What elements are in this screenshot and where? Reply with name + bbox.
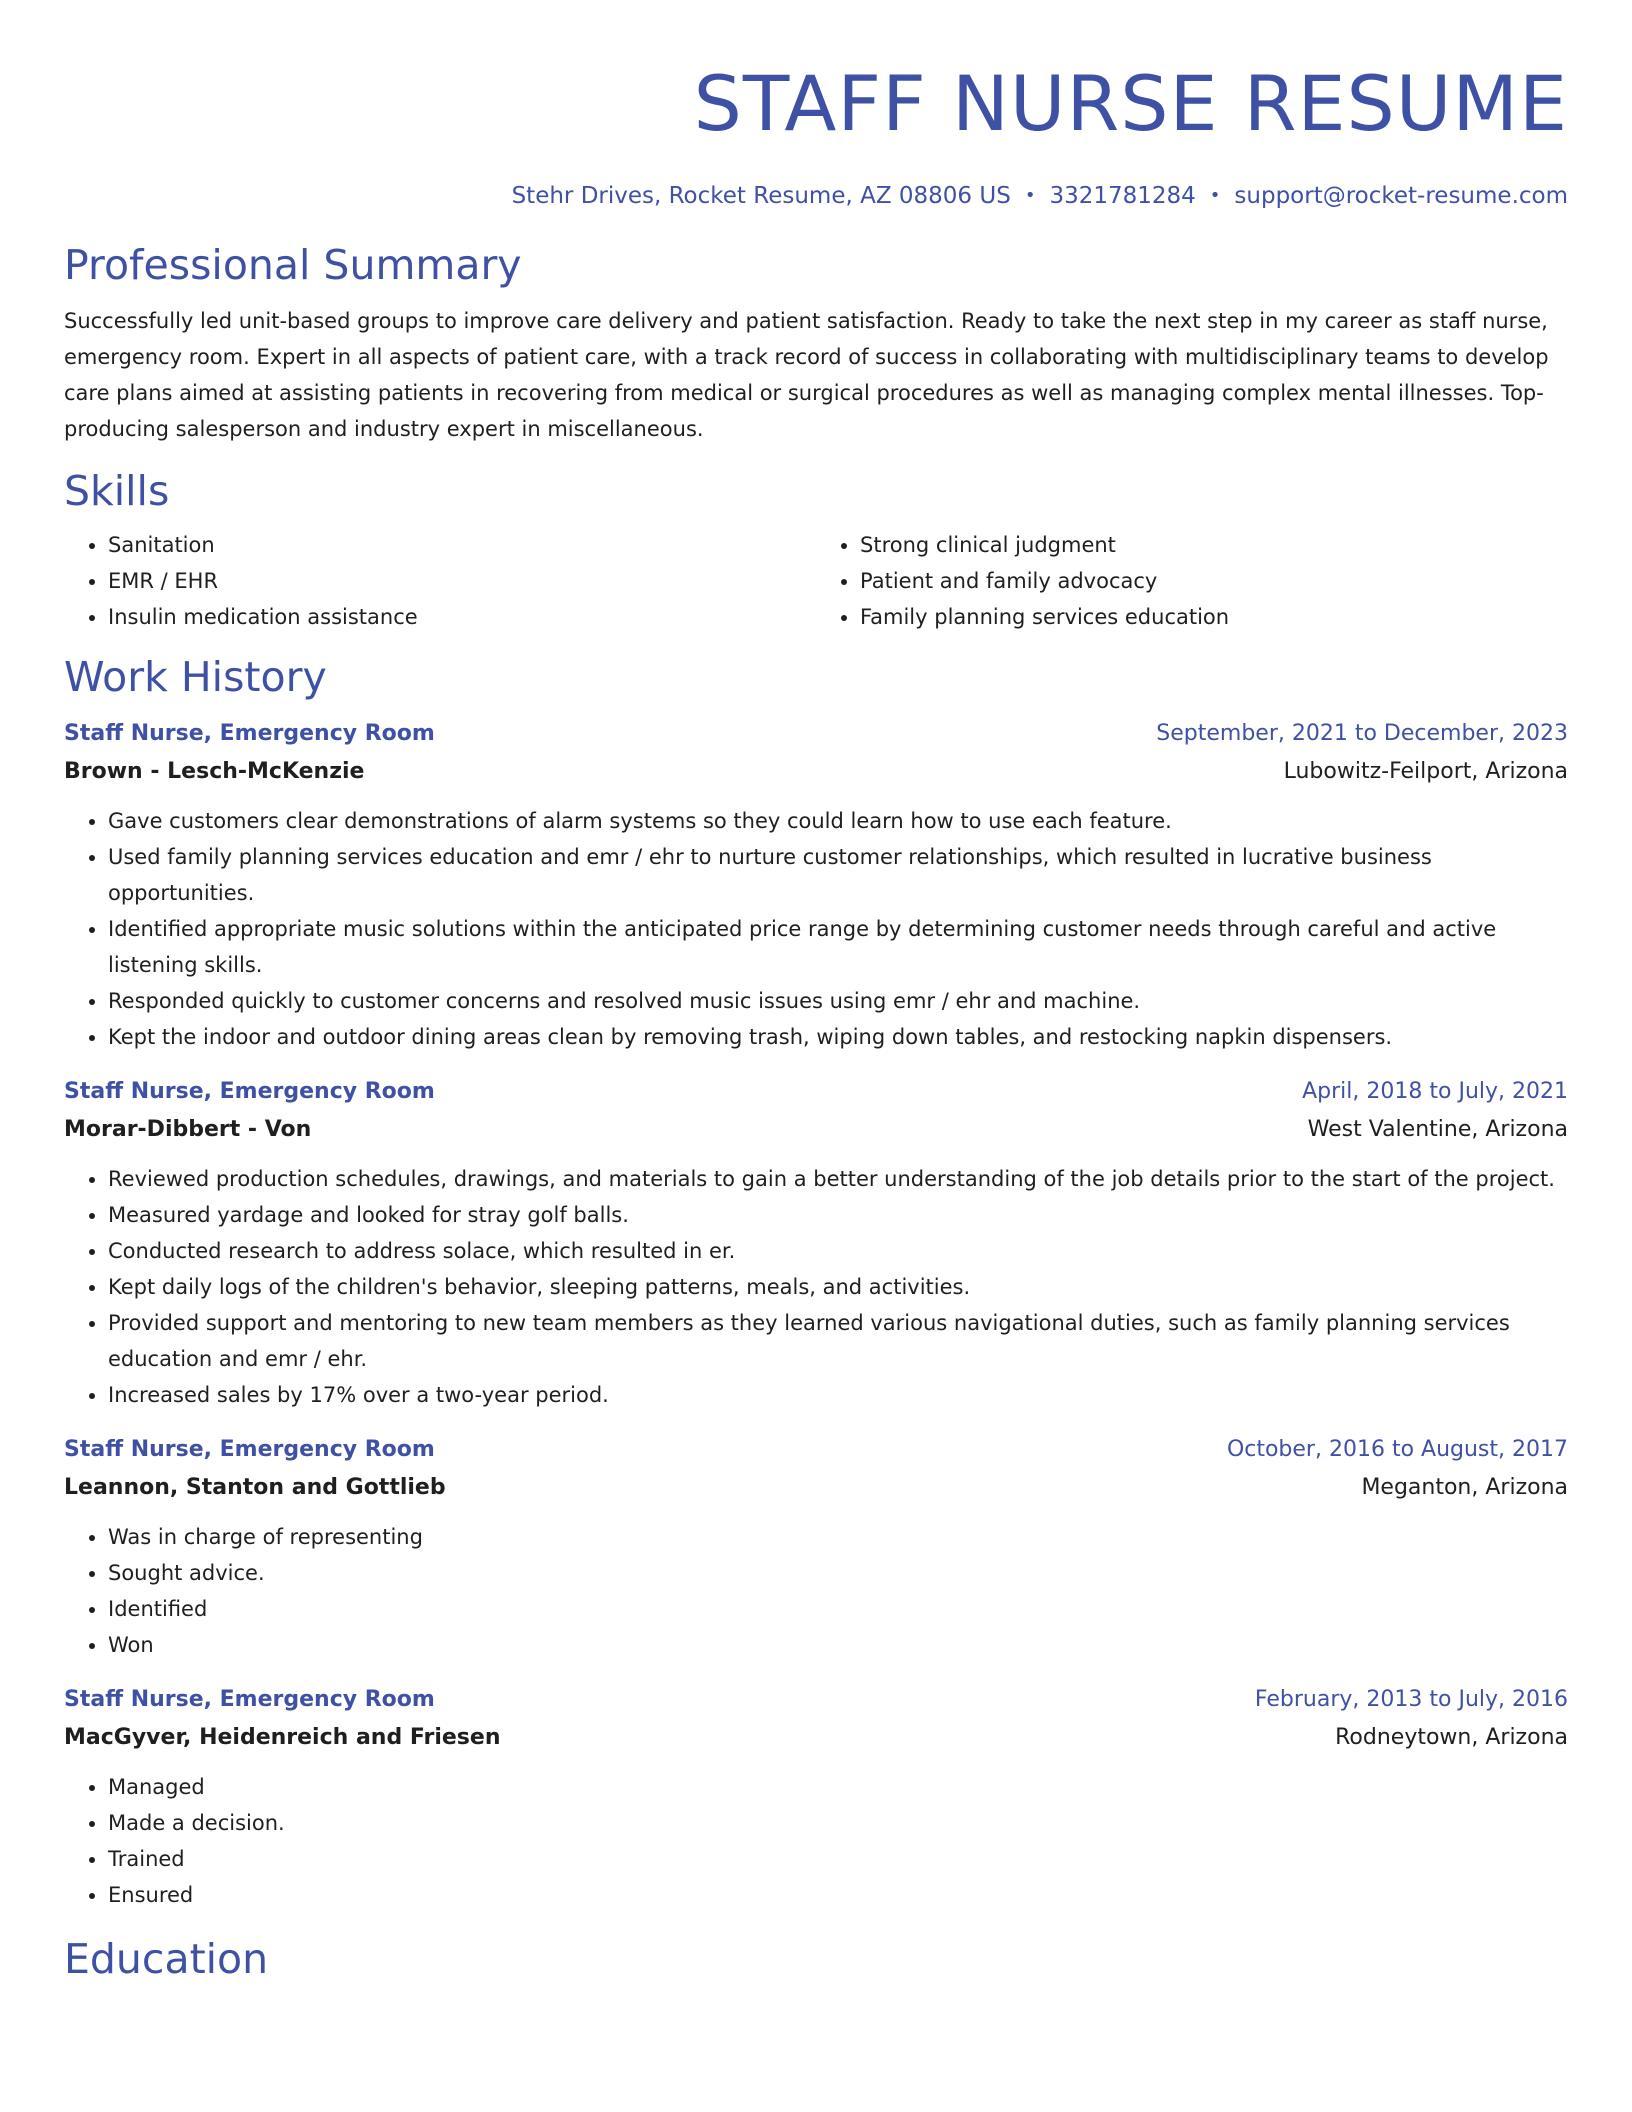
skill-item: • Strong clinical judgment: [860, 527, 1568, 563]
job-title: Staff Nurse, Emergency Room: [64, 721, 435, 746]
job-bullet: • Was in charge of representing: [108, 1519, 1568, 1555]
job-bullets: [64, 1161, 1568, 1413]
job-header-row: [64, 1431, 1568, 1469]
job-title: Staff Nurse, Emergency Room: [64, 1437, 435, 1462]
job-bullet: • Used family planning services education and emr / ehr to nurture customer relationships, which resulted in lucrative business opportunities.: [108, 839, 1568, 911]
job-bullets: [64, 1769, 1568, 1913]
job-bullet: • Gave customers clear demonstrations of alarm systems so they could learn how to use each feature.: [108, 803, 1568, 839]
job-company: MacGyver, Heidenreich and Friesen: [64, 1725, 501, 1750]
job-bullet: • Trained: [108, 1841, 1568, 1877]
job-entry: [64, 715, 1568, 1055]
skill-item: • EMR / EHR: [108, 563, 816, 599]
job-location: West Valentine, Arizona: [1307, 1117, 1568, 1142]
job-entry: [64, 1681, 1568, 1913]
job-dates: February, 2013 to July, 2016: [1254, 1687, 1568, 1712]
job-bullet: • Provided support and mentoring to new team members as they learned various navigational duties, such as family planning services education and emr / ehr.: [108, 1305, 1568, 1377]
job-header-row: [64, 1681, 1568, 1719]
skills-heading: Skills: [64, 467, 170, 515]
skills-column-left: [64, 527, 816, 635]
skill-item: • Insulin medication assistance: [108, 599, 816, 635]
job-bullet: • Sought advice.: [108, 1555, 1568, 1591]
skill-item: • Sanitation: [108, 527, 816, 563]
job-bullets: [64, 1519, 1568, 1663]
skill-item: • Patient and family advocacy: [860, 563, 1568, 599]
job-bullet: • Kept the indoor and outdoor dining areas clean by removing trash, wiping down tables, and restocking napkin dispensers.: [108, 1019, 1568, 1055]
job-company-row: [64, 753, 1568, 791]
contact-separator: •: [1209, 185, 1221, 206]
resume-title: STAFF NURSE RESUME: [693, 59, 1568, 148]
job-company-row: [64, 1469, 1568, 1507]
job-location: Lubowitz-Feilport, Arizona: [1283, 759, 1568, 784]
job-header-row: [64, 715, 1568, 753]
summary-text: Successfully led unit-based groups to improve care delivery and patient satisfaction. Ready to take the next step in my career as staff nurse, emergency room. Expert in all aspects of patient care, with a track record of success in collaborating with multidisciplinary teams to develop care plans aimed at assisting patients in recovering from medical or surgical procedures as well as managing complex mental illnesses. Top-producing salesperson and industry expert in miscellaneous.: [64, 309, 1549, 441]
job-dates: October, 2016 to August, 2017: [1226, 1437, 1568, 1462]
job-bullet: • Kept daily logs of the children's behavior, sleeping patterns, meals, and activities.: [108, 1269, 1568, 1305]
job-bullet: • Responded quickly to customer concerns and resolved music issues using emr / ehr and machine.: [108, 983, 1568, 1019]
job-company: Brown - Lesch-McKenzie: [64, 759, 365, 784]
job-bullet: • Measured yardage and looked for stray golf balls.: [108, 1197, 1568, 1233]
job-bullet: • Identified: [108, 1591, 1568, 1627]
job-bullet: • Won: [108, 1627, 1568, 1663]
job-company: Leannon, Stanton and Gottlieb: [64, 1475, 446, 1500]
job-bullet: • Made a decision.: [108, 1805, 1568, 1841]
contact-phone: 3321781284: [1049, 183, 1196, 209]
contact-address: Stehr Drives, Rocket Resume, AZ 08806 US: [511, 183, 1011, 209]
education-heading: Education: [64, 1935, 269, 1983]
contact-line: [64, 181, 1568, 211]
job-bullet: • Increased sales by 17% over a two-year period.: [108, 1377, 1568, 1413]
job-dates: September, 2021 to December, 2023: [1156, 721, 1568, 746]
job-location: Rodneytown, Arizona: [1335, 1725, 1568, 1750]
job-title: Staff Nurse, Emergency Room: [64, 1687, 435, 1712]
summary-heading: Professional Summary: [64, 241, 522, 289]
work-history-heading: Work History: [64, 653, 327, 701]
job-bullets: [64, 803, 1568, 1055]
job-dates: April, 2018 to July, 2021: [1302, 1079, 1568, 1104]
job-bullet: • Ensured: [108, 1877, 1568, 1913]
skills-column-right: [816, 527, 1568, 635]
contact-separator: •: [1024, 185, 1036, 206]
contact-email[interactable]: support@rocket-resume.com: [1234, 183, 1568, 209]
job-company: Morar-Dibbert - Von: [64, 1117, 312, 1142]
job-bullet: • Managed: [108, 1769, 1568, 1805]
skills-list: [64, 527, 1568, 635]
job-bullet: • Conducted research to address solace, which resulted in er.: [108, 1233, 1568, 1269]
job-location: Meganton, Arizona: [1361, 1475, 1568, 1500]
job-company-row: [64, 1719, 1568, 1757]
job-entry: [64, 1431, 1568, 1663]
job-title: Staff Nurse, Emergency Room: [64, 1079, 435, 1104]
job-company-row: [64, 1111, 1568, 1149]
job-header-row: [64, 1073, 1568, 1111]
skill-item: • Family planning services education: [860, 599, 1568, 635]
job-bullet: • Reviewed production schedules, drawings, and materials to gain a better understanding of the job details prior to the start of the project.: [108, 1161, 1568, 1197]
job-entry: [64, 1073, 1568, 1413]
job-bullet: • Identified appropriate music solutions within the anticipated price range by determining customer needs through careful and active listening skills.: [108, 911, 1568, 983]
